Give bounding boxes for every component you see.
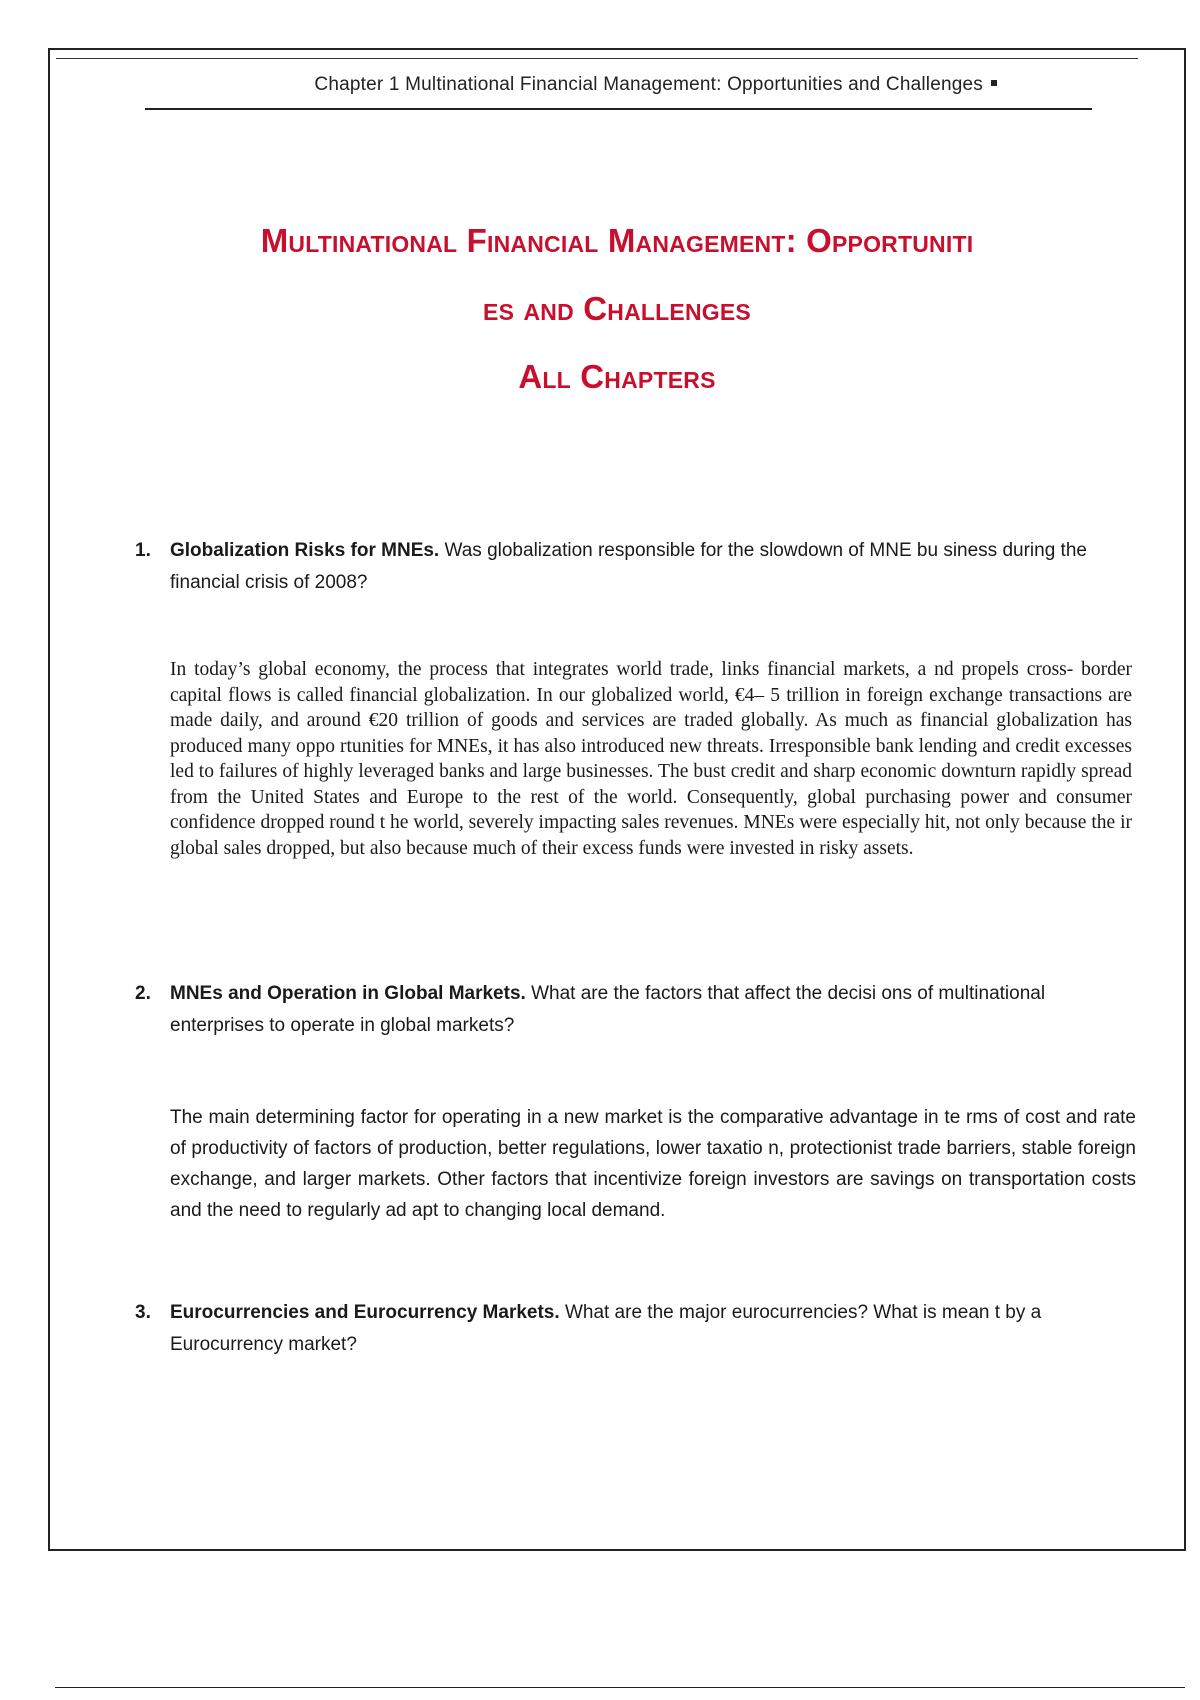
question-2 [135,978,1140,1042]
question-text: What are the major eurocurrencies? What is mean t by a Eurocurrency market? [170,1302,1042,1355]
frame-top-rule [56,58,1138,59]
running-header-text: Chapter 1 Multinational Financial Management: Opportunities and Challenges [314,74,983,95]
header-rule [145,108,1092,110]
question-number: 1. [135,540,151,561]
question-number: 3. [135,1302,151,1323]
question-text: What are the factors that affect the decisi ons of multinational enterprises to operate in global markets? [170,983,1046,1036]
answer-2: The main determining factor for operating in a new market is the comparative advantage in te rms of cost and rate of productivity of factors of production, better regulations, lower taxatio n, protectionist trade barriers, stable foreign exchange, and larger markets. Other factors that incentivize foreign investors are savings on transportation costs and the need to regularly ad apt to changing local demand. [170,1107,1136,1221]
title-line-3: All Chapters [518,358,716,395]
running-header [145,74,1089,96]
question-text: Was globalization responsible for the slowdown of MNE bu siness during the financial crisis of 2008? [170,540,1087,593]
question-block-3 [135,1297,1140,1361]
title-line-1: Multinational Financial Management: Opportuniti [260,222,974,259]
question-1 [135,535,1140,599]
document-title [50,214,1184,418]
answer-1: In today’s global economy, the process that integrates world trade, links financial markets, a nd propels cross- border capital flows is called financial globalization. In our globalized world, €4– 5 trillion in foreign exchange transactions are made daily, and around €20 trillion of goods and services are traded globally. As much as financial globalization has produced many oppo rtunities for MNEs, it has also introduced new threats. Irresponsible bank lending and credit excesses led to failures of highly leveraged banks and large businesses. The bust credit and sharp economic downturn rapidly spread from the United States and Europe to the rest of the world. Consequently, global purchasing power and consumer confidence dropped round t he world, severely impacting sales revenues. MNEs were especially hit, not only because the ir global sales dropped, but also because much of their excess funds were invested in risky assets. [170,659,1132,859]
question-title: Eurocurrencies and Eurocurrency Markets. [170,1302,560,1323]
question-block-2 [135,978,1140,1226]
question-block-1 [135,535,1140,861]
square-bullet-icon [991,80,997,86]
question-number: 2. [135,983,151,1004]
question-title: MNEs and Operation in Global Markets. [170,983,526,1004]
footer-rule [55,1687,1185,1688]
page-frame [48,48,1186,1551]
title-line-2: es and Challenges [483,290,751,327]
question-3 [135,1297,1140,1361]
question-title: Globalization Risks for MNEs. [170,540,440,561]
